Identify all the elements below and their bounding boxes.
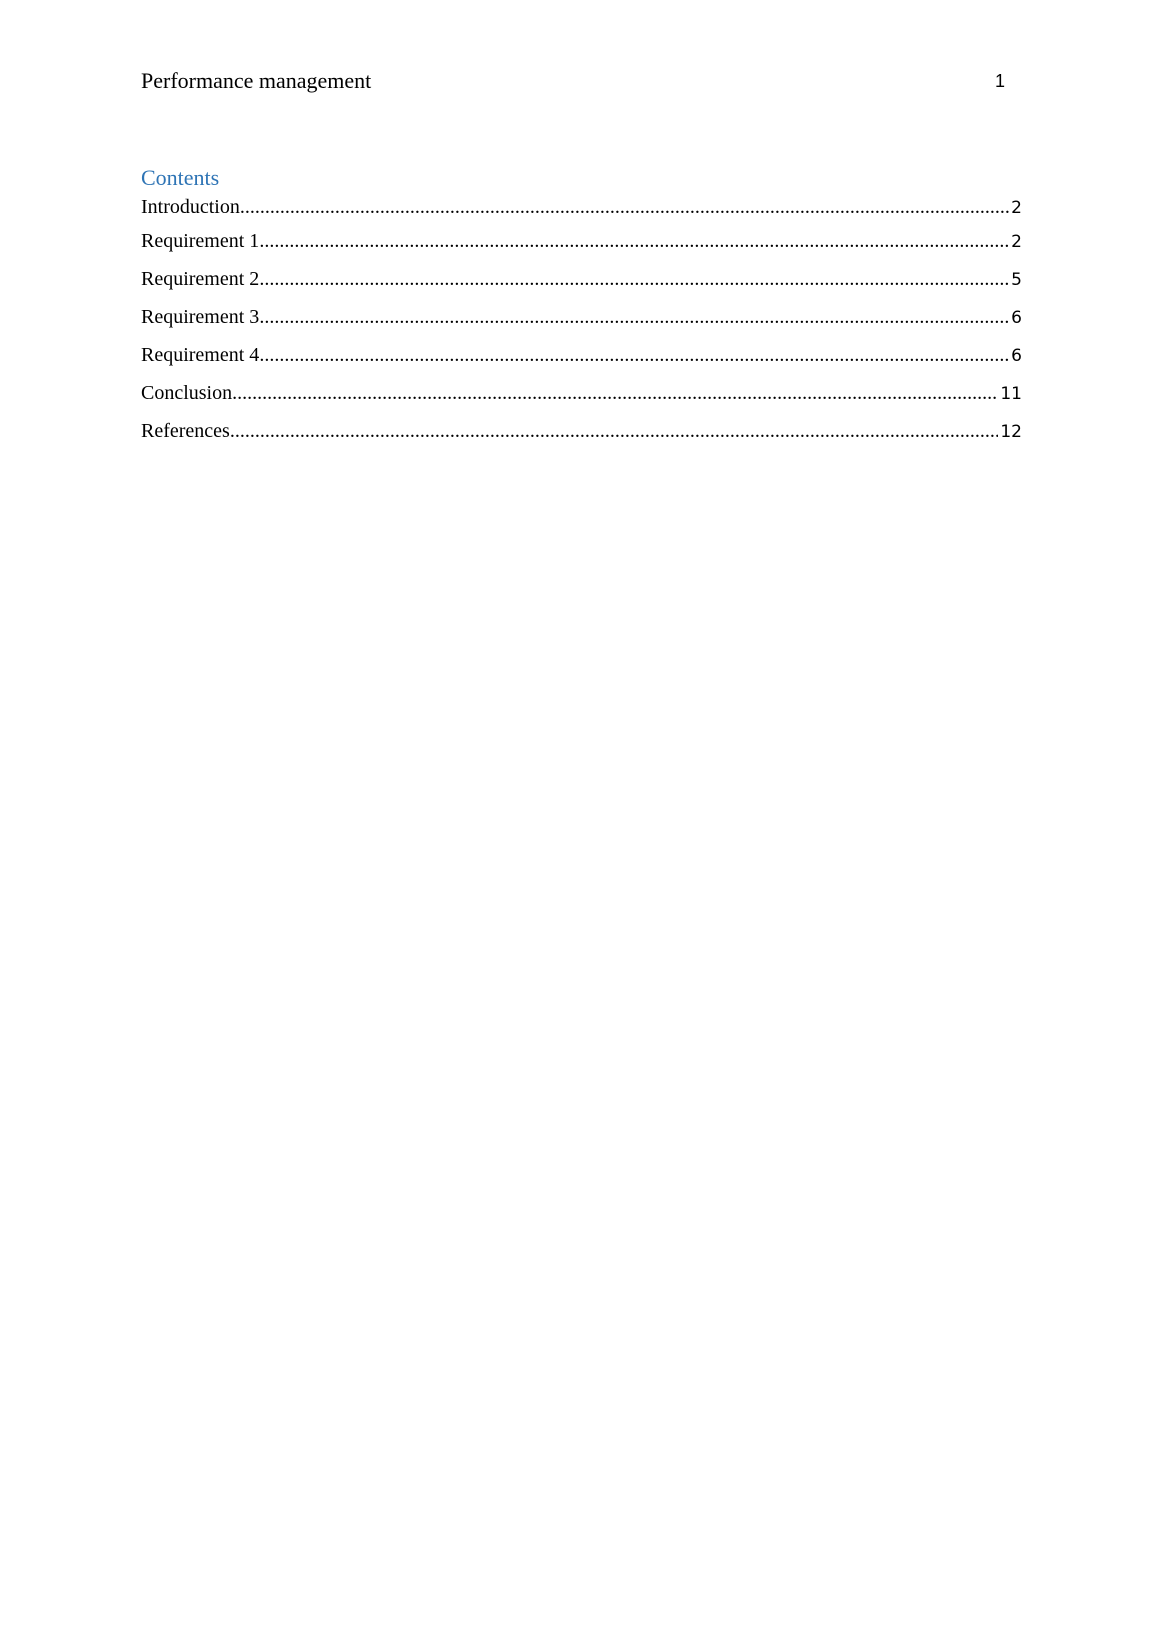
toc-entry-label: References — [141, 420, 230, 442]
toc-dot-leader — [259, 260, 1009, 298]
toc-entry-page: 6 — [1011, 346, 1022, 366]
toc-entry-label: Requirement 1 — [141, 230, 260, 252]
toc-dot-leader — [240, 192, 1009, 222]
header-title: Performance management — [141, 68, 372, 93]
toc-entry-requirement-2[interactable] — [141, 260, 1022, 298]
page-header — [141, 68, 1021, 98]
toc-entry-label: Requirement 4 — [141, 344, 260, 366]
toc-entry-page: 12 — [1000, 422, 1022, 442]
toc-entry-introduction[interactable] — [141, 192, 1022, 222]
toc-entry-requirement-1[interactable] — [141, 222, 1022, 260]
toc-dot-leader — [230, 412, 999, 450]
toc-dot-leader — [259, 336, 1009, 374]
toc-entry-page: 2 — [1011, 232, 1022, 252]
header-page-number: 1 — [994, 71, 1005, 91]
toc-entry-page: 5 — [1011, 270, 1022, 290]
toc-entry-page: 11 — [1000, 384, 1022, 404]
toc-entry-label: Requirement 3 — [141, 306, 260, 328]
toc-dot-leader — [259, 222, 1009, 260]
toc-entry-requirement-4[interactable] — [141, 336, 1022, 374]
toc-heading: Contents — [141, 165, 220, 190]
toc-entry-requirement-3[interactable] — [141, 298, 1022, 336]
toc-entry-label: Requirement 2 — [141, 268, 260, 290]
toc-entry-conclusion[interactable] — [141, 374, 1022, 412]
toc-entry-label: Introduction — [141, 196, 240, 218]
toc-entry-references[interactable] — [141, 412, 1022, 450]
toc-entry-page: 2 — [1011, 198, 1022, 218]
table-of-contents — [141, 164, 1022, 450]
toc-dot-leader — [259, 298, 1009, 336]
toc-entry-label: Conclusion — [141, 382, 233, 404]
toc-list — [141, 192, 1022, 450]
toc-dot-leader — [232, 374, 998, 412]
toc-entry-page: 6 — [1011, 308, 1022, 328]
